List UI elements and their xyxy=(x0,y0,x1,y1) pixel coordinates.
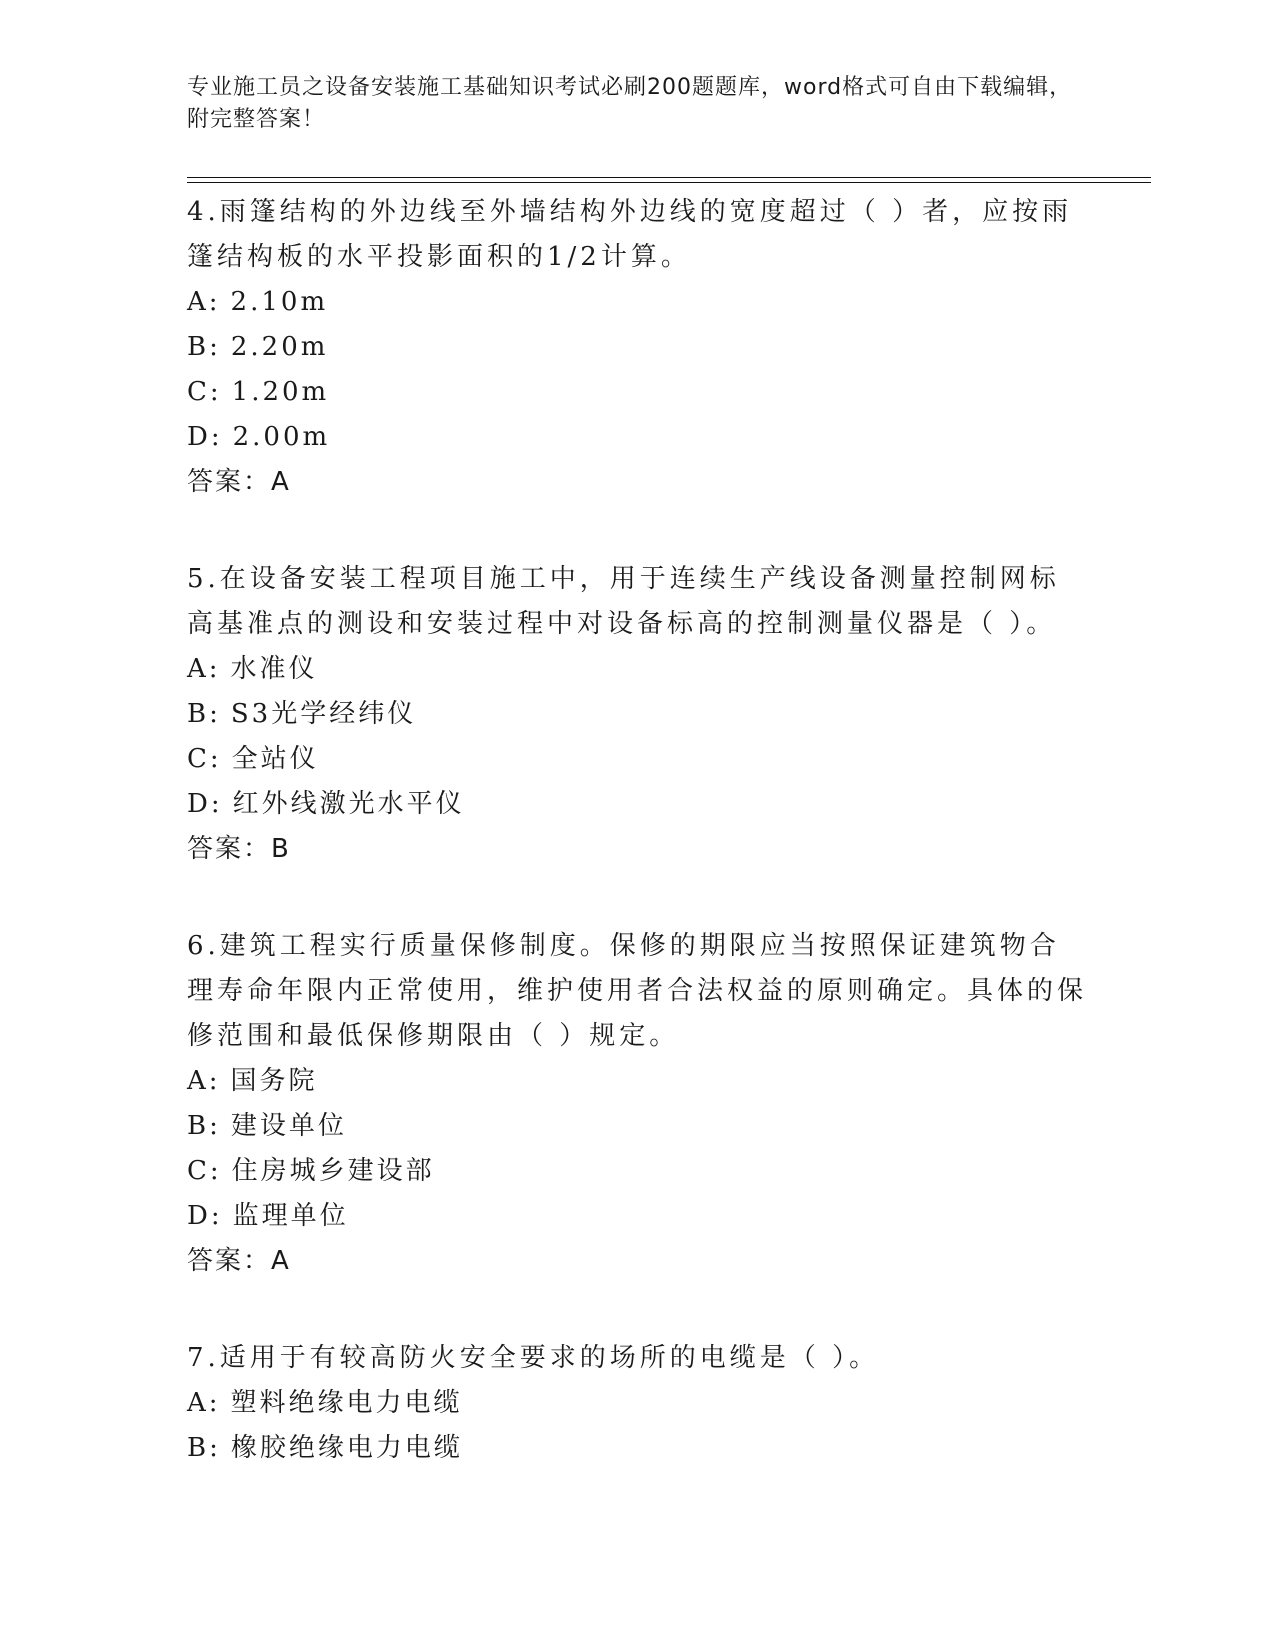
document-header: 专业施工员之设备安装施工基础知识考试必刷200题题库，word格式可自由下载编辑，附完整答案！ xyxy=(187,75,1073,132)
option-text: 2.00m xyxy=(232,422,331,452)
answer-prefix: 答案： xyxy=(187,834,272,864)
answer-value: A xyxy=(271,1246,291,1276)
option-text: 全站仪 xyxy=(231,744,319,774)
header-rule-bottom xyxy=(187,182,1151,183)
answer-line xyxy=(187,460,1087,505)
option-label: D: xyxy=(187,422,223,452)
option-c xyxy=(187,1149,1087,1194)
option-text: 红外线激光水平仪 xyxy=(232,789,465,819)
option-text: 国务院 xyxy=(230,1066,318,1096)
option-label: B: xyxy=(187,332,221,362)
option-label: B: xyxy=(187,1111,221,1141)
option-c xyxy=(187,370,1087,415)
option-a xyxy=(187,280,1087,325)
option-label: C: xyxy=(187,744,222,774)
option-label: C: xyxy=(187,1156,222,1186)
answer-value: B xyxy=(271,834,291,864)
option-label: B: xyxy=(187,1433,221,1463)
option-label: A: xyxy=(187,1066,221,1096)
option-b xyxy=(187,1104,1087,1149)
answer-prefix: 答案： xyxy=(187,467,272,497)
option-b xyxy=(187,1426,1087,1471)
option-text: 2.10m xyxy=(230,287,329,317)
option-label: A: xyxy=(187,1388,221,1418)
answer-prefix: 答案： xyxy=(187,1246,272,1276)
option-text: 水准仪 xyxy=(230,654,318,684)
option-b xyxy=(187,692,1087,737)
answer-line xyxy=(187,827,1087,872)
option-d xyxy=(187,415,1087,460)
answer-line xyxy=(187,1239,1087,1284)
option-text: 橡胶绝缘电力电缆 xyxy=(230,1433,463,1463)
option-text: 1.20m xyxy=(231,377,330,407)
option-d xyxy=(187,1194,1087,1239)
question-7 xyxy=(187,1336,1087,1471)
question-text: 5.在设备安装工程项目施工中，用于连续生产线设备测量控制网标高基准点的测设和安装过程中对设备标高的控制测量仪器是（ ）。 xyxy=(187,564,1060,639)
option-text: 塑料绝缘电力电缆 xyxy=(230,1388,463,1418)
option-label: B: xyxy=(187,699,221,729)
option-a xyxy=(187,1059,1087,1104)
option-b xyxy=(187,325,1087,370)
question-text: 7.适用于有较高防火安全要求的场所的电缆是（ ）。 xyxy=(187,1343,880,1373)
option-text: 住房城乡建设部 xyxy=(231,1156,435,1186)
option-text: 建设单位 xyxy=(230,1111,347,1141)
question-4 xyxy=(187,190,1087,505)
option-label: A: xyxy=(187,654,221,684)
option-a xyxy=(187,1381,1087,1426)
answer-value: A xyxy=(271,467,291,497)
option-text: 监理单位 xyxy=(232,1201,349,1231)
header-rule-top xyxy=(187,177,1151,178)
option-c xyxy=(187,737,1087,782)
option-text: S3光学经纬仪 xyxy=(230,699,417,729)
option-d xyxy=(187,782,1087,827)
question-list xyxy=(187,190,1087,1523)
option-a xyxy=(187,647,1087,692)
option-text: 2.20m xyxy=(230,332,329,362)
option-label: D: xyxy=(187,789,223,819)
option-label: D: xyxy=(187,1201,223,1231)
option-label: C: xyxy=(187,377,222,407)
question-5 xyxy=(187,557,1087,872)
question-text: 4.雨篷结构的外边线至外墙结构外边线的宽度超过（ ）者，应按雨篷结构板的水平投影面积的1/2计算。 xyxy=(187,197,1073,272)
question-text: 6.建筑工程实行质量保修制度。保修的期限应当按照保证建筑物合理寿命年限内正常使用，维护使用者合法权益的原则确定。具体的保修范围和最低保修期限由（ ）规定。 xyxy=(187,931,1088,1051)
question-6 xyxy=(187,924,1087,1284)
option-label: A: xyxy=(187,287,221,317)
